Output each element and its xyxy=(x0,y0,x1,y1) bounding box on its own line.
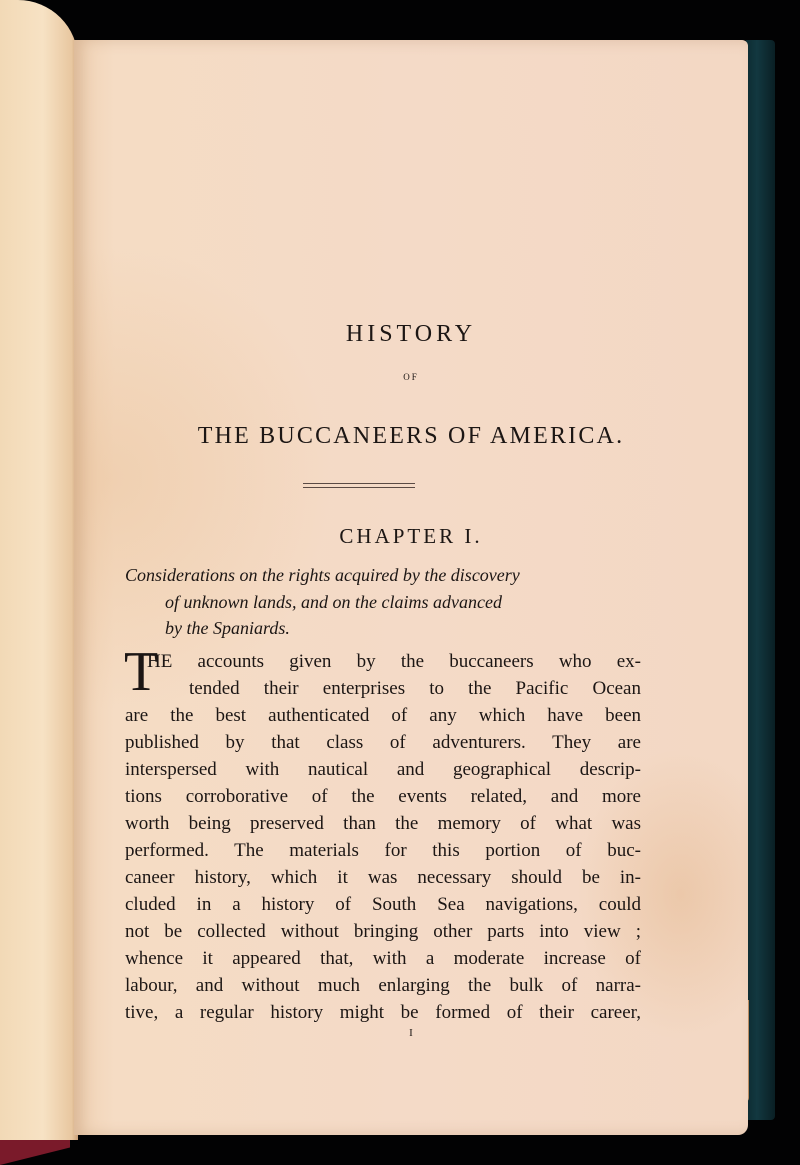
title-history: HISTORY xyxy=(345,321,477,347)
left-page-curl xyxy=(0,0,78,1140)
body-line: are the best authenticated of any which have been xyxy=(125,705,641,726)
body-line: HE accounts given by the buccaneers who ex- xyxy=(147,651,641,672)
double-rule-divider xyxy=(303,483,415,488)
page-number: I xyxy=(409,1027,413,1039)
book-cover-right xyxy=(745,40,775,1120)
body-line: caneer history, which it was necessary should be in- xyxy=(125,867,641,888)
body-line: labour, and without much enlarging the bulk of narra- xyxy=(125,975,641,996)
body-line: interspersed with nautical and geographical descrip- xyxy=(125,759,641,780)
drop-cap: T xyxy=(124,641,159,703)
chapter-heading: CHAPTER I. xyxy=(339,524,483,548)
body-line: tions corroborative of the events related, and more xyxy=(125,786,641,807)
body-text xyxy=(125,648,641,1026)
body-line: worth being preserved than the memory of what was xyxy=(125,813,641,834)
body-line: tended their enterprises to the Pacific Ocean xyxy=(189,678,641,699)
book-page xyxy=(74,40,748,1135)
body-line: whence it appeared that, with a moderate increase of xyxy=(125,948,641,969)
body-line: published by that class of adventurers. They are xyxy=(125,732,641,753)
body-line: tive, a regular history might be formed of their career, xyxy=(125,1002,641,1023)
body-line: performed. The materials for this portion of buc- xyxy=(125,840,641,861)
title-of: OF xyxy=(403,372,419,382)
summary-line: by the Spaniards. xyxy=(165,618,290,638)
summary-line: of unknown lands, and on the claims advanced xyxy=(165,591,502,612)
summary-line: Considerations on the rights acquired by the discovery xyxy=(125,565,520,585)
body-line: not be collected without bringing other parts into view ; xyxy=(125,921,641,942)
chapter-summary xyxy=(125,562,645,642)
title-buccaneers: THE BUCCANEERS OF AMERICA. xyxy=(197,423,625,449)
body-line: cluded in a history of South Sea navigations, could xyxy=(125,894,641,915)
